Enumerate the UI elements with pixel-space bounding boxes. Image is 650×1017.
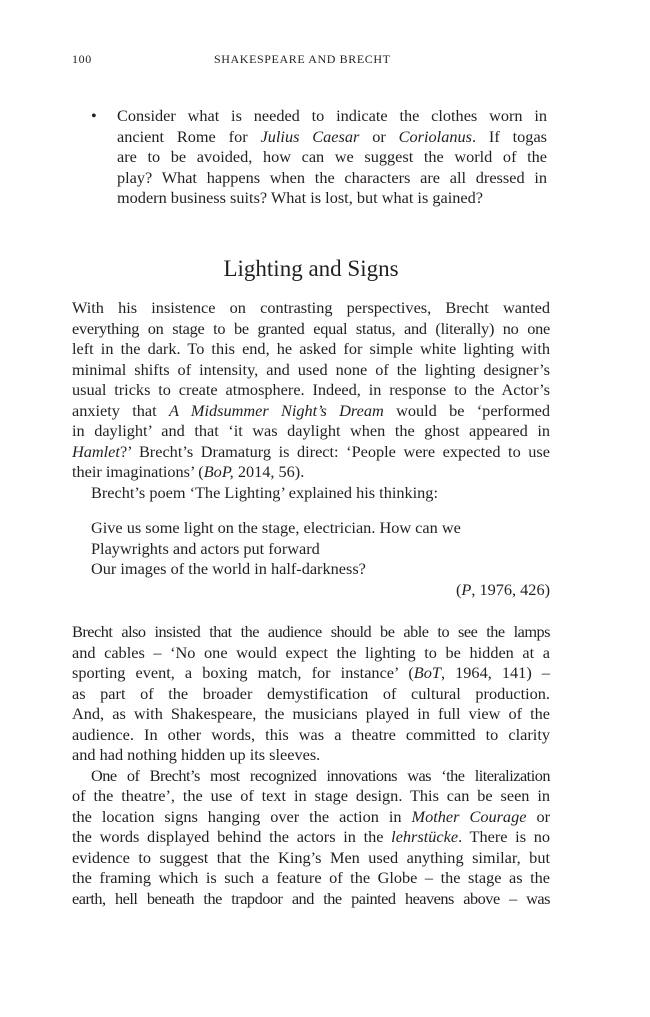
text-line: And, as with Shakespeare, the musicians played in full view of the [72, 704, 550, 723]
section-heading: Lighting and Signs [223, 256, 399, 281]
text-line: and cables – ‘No one would expect the lighting to be hidden at a [72, 642, 550, 662]
citation-line: (P, 1976, 426) [455, 580, 550, 599]
text-line: left in the dark. To this end, he asked for simple white lighting with [72, 339, 550, 358]
text-line: as part of the broader demystification of cultural production. [72, 683, 550, 703]
bullet-line: ancient Rome for Julius Caesar or Coriolanus. If togas [117, 126, 548, 146]
text-line: earth, hell beneath the trapdoor and the painted heavens above – was [72, 888, 550, 908]
bullet-mark: • [91, 106, 97, 125]
text-line: minimal shifts of intensity, and used none of the lighting designer’s [72, 359, 550, 379]
text-line: and had nothing hidden up its sleeves. [72, 745, 321, 764]
text-line: the location signs hanging over the action in Mother Courage or [72, 806, 551, 826]
verse-line: Our images of the world in half-darkness? [91, 559, 366, 578]
verse-line: Give us some light on the stage, electrician. How can we [91, 518, 461, 537]
verse-citation [72, 580, 550, 601]
running-title: SHAKESPEARE AND BRECHT [214, 52, 391, 66]
bullet-line: modern business suits? What is lost, but what is gained? [117, 188, 483, 207]
text-line: everything on stage to be granted equal status, and (literally) no one [72, 318, 550, 338]
running-head [72, 52, 550, 70]
bullet-line: play? What happens when the characters are all dressed in [117, 167, 547, 187]
paragraph-1 [72, 298, 550, 503]
bullet-text [117, 106, 547, 209]
text-line: of the theatre’, the use of text in stage design. This can be seen in [72, 786, 550, 805]
text-line: Brecht also insisted that the audience should be able to see the lamps [72, 622, 550, 641]
text-line: usual tricks to create atmosphere. Indeed, in response to the Actor’s [72, 380, 550, 399]
paragraph-2 [72, 622, 550, 909]
text-line: in daylight’ and that ‘it was daylight when the ghost appeared in [72, 421, 550, 440]
text-line: Hamlet?’ Brecht’s Dramaturg is direct: ‘People were expected to use [72, 441, 550, 461]
page-number: 100 [72, 52, 92, 66]
text-line: the words displayed behind the actors in the lehrstücke. There is no [72, 827, 550, 846]
text-line: One of Brecht’s most recognized innovations was ‘the literalization [91, 765, 550, 785]
text-line: audience. In other words, this was a theatre committed to clarity [72, 724, 550, 744]
verse-quotation [72, 518, 550, 580]
bullet-line: Consider what is needed to indicate the clothes worn in [117, 106, 547, 125]
text-line: anxiety that A Midsummer Night’s Dream would be ‘performed [72, 400, 550, 420]
verse-line: Playwrights and actors put forward [91, 538, 320, 558]
text-line: their imaginations’ (BoP, 2014, 56). [72, 462, 305, 481]
text-line: evidence to suggest that the King’s Men used anything similar, but [72, 847, 550, 867]
bullet-line: are to be avoided, how can we suggest the world of the [117, 147, 547, 166]
text-line: With his insistence on contrasting perspectives, Brecht wanted [72, 298, 550, 317]
text-line: the framing which is such a feature of the Globe – the stage as the [72, 868, 550, 887]
text-line: Brecht’s poem ‘The Lighting’ explained his thinking: [91, 482, 438, 502]
text-line: sporting event, a boxing match, for instance’ (BoT, 1964, 141) – [72, 663, 550, 682]
